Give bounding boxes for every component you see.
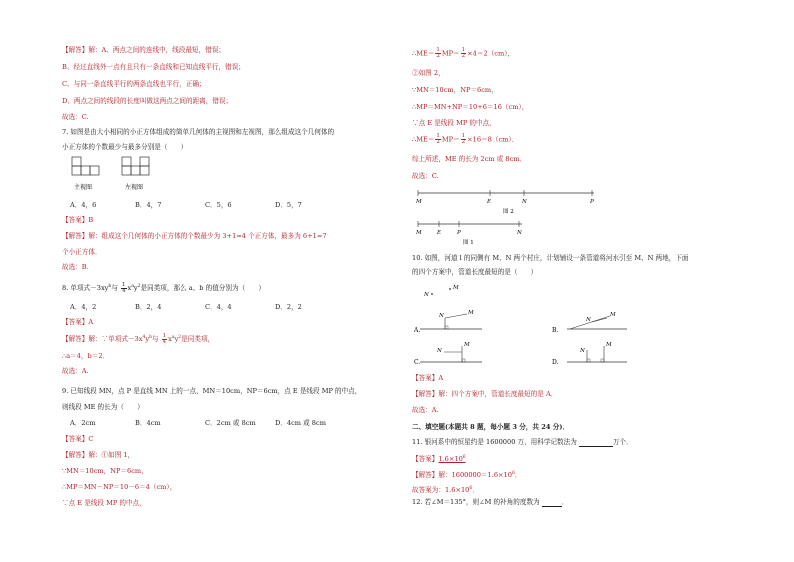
fraction: $\frac{1}{2}$ — [461, 133, 466, 145]
fig2-point-n: N — [522, 199, 527, 205]
q7-conclusion: 故选：B. — [62, 263, 89, 271]
fig2-point-m: M — [416, 199, 422, 205]
q9-option-c: C．2cm 或 8cm — [205, 419, 256, 427]
q10-option-b-label: B. — [552, 327, 559, 334]
q9-solution-line3: ∴MP＝MN－NP＝10－6＝4（cm）， — [62, 483, 177, 491]
fig1-point-p: P — [457, 230, 461, 236]
fig2-point-e: E — [487, 199, 492, 205]
q9-stem-line1: 9. 已知线段 MN，点 P 是直线 MN 上的一点，MN＝10cm，NP＝6cm，点 E 是线段 MP 的中点， — [62, 387, 362, 395]
setup-point-m: M — [453, 285, 459, 291]
fraction: $\frac{1}{2}$ — [436, 133, 440, 145]
svg-text:M: M — [610, 312, 616, 318]
q12-stem: 12. 若∠M＝135°，则∠M 的补角的度数为 ． — [412, 498, 569, 506]
q9-cont-line2: ②如图 2， — [412, 69, 445, 77]
q9-cont-line1: ∴ME＝ $\frac{1}{2}$ MP＝ $\frac{1}{2}$ ×4＝2（cm）， — [412, 47, 515, 59]
q7-option-d: D．5，7 — [275, 201, 302, 209]
q8-solution: 【解答】解：∵单项式$-3x^4y^b$与 $\frac{1}{4}$ $x^ay^2$是同类项， — [62, 332, 215, 345]
q10-option-a-label: A. — [414, 327, 421, 334]
q11-conclusion: 故答案为：$1.6\times 10^6$． — [412, 486, 479, 495]
q9-stem-line2: 则线段 ME 的长为（ ） — [62, 403, 144, 411]
front-view-label: 主视图 — [74, 184, 93, 191]
q9-cont-line3: ∵MN＝10cm，NP＝6cm， — [412, 86, 498, 94]
fig1-point-n: N — [517, 230, 522, 236]
q11-blank — [579, 439, 613, 447]
q9-solution-line2: ∵MN＝10cm，NP＝6cm， — [62, 467, 148, 475]
q11-answer: 【答案】$1.6\times 10^6$ — [412, 455, 466, 464]
front-view-icon — [72, 157, 99, 175]
q9-answer: 【答案】C — [62, 435, 94, 443]
setup-point-n: N — [424, 292, 429, 298]
q11-stem: 11. 银河系中的恒星约是 1600000 万，用科学记数法为 万个． — [412, 438, 633, 446]
q6-solution-line-b: B、经过直线外一点有且只有一条直线和已知直线平行，错误； — [62, 63, 245, 71]
q10-option-d-label: D. — [552, 359, 559, 366]
q7-stem-line2: 小正方体的个数最少与最多分别是（ ） — [62, 143, 188, 151]
q9-cont-line5: ∵点 E 是线段 MP 的中点， — [412, 119, 496, 127]
q7-solution-line2: 个小正方体． — [62, 248, 102, 256]
q7-option-c: C．5，6 — [205, 201, 232, 209]
fraction: $\frac{1}{2}$ — [436, 47, 440, 59]
svg-text:N: N — [439, 313, 444, 319]
q9-cont-line4: ∴MP＝MN+NP＝10+6＝16（cm）， — [412, 103, 529, 111]
q9-solution-line1: 【解答】解：①如图 1， — [62, 451, 135, 459]
q10-option-b-figure — [552, 312, 627, 334]
q6-solution-line-c: C、与同一条直线平行的两条直线也平行，正确； — [62, 80, 206, 88]
q10-solution: 【解答】解：四个方案中，管道长度最短的是 A． — [412, 390, 558, 398]
q8-option-c: C．4，4 — [205, 303, 232, 311]
q6-conclusion: 故选：C. — [62, 113, 89, 121]
fraction: $\frac{1}{4}$ — [162, 332, 167, 345]
figure-1 — [415, 221, 522, 246]
q11-solution: 【解答】解：$1600000=1.6\times 10^6$． — [412, 471, 522, 480]
q9-solution-line4: ∵点 E 是线段 MP 的中点， — [62, 499, 146, 507]
q9-cont-line8: 故选：C. — [412, 172, 439, 180]
fig2-point-p: P — [590, 199, 594, 205]
svg-text:M: M — [464, 342, 470, 348]
q8-answer: 【答案】A — [62, 318, 94, 326]
q10-option-d-figure — [552, 342, 627, 366]
q10-stem-line2: 的四个方案中，管道长度最短的是（ ） — [412, 268, 538, 276]
q7-stem-line1: 7. 如图是由大小相同的小正方体组成的简单几何体的主视图和左视图，那么组成这个几何体的 — [62, 128, 335, 136]
svg-text:M: M — [468, 310, 474, 316]
q6-solution-line-d: D、两点之间的线段的长度叫做这两点之间的距离，错误； — [62, 97, 233, 105]
q8-option-a: A．4，2 — [70, 303, 97, 311]
q6-solution-line-a: 【解答】解：A、两点之间的连线中，线段最短，错误； — [62, 46, 226, 54]
q10-conclusion: 故选：A. — [412, 406, 439, 414]
fig1-label: 图 1 — [463, 240, 474, 246]
left-view-icon — [122, 157, 149, 175]
svg-text:N: N — [586, 317, 591, 323]
q10-option-c-figure — [414, 342, 482, 366]
q7-solution-line1: 【解答】解：组成这个几何体的小正方体的个数最少为 3+1=4 个正方体，最多为 6+1=7 — [62, 232, 327, 240]
q9-option-a: A．2cm — [70, 419, 96, 427]
fig1-point-e: E — [437, 230, 442, 236]
fig1-point-m: M — [416, 230, 422, 236]
svg-text:N: N — [580, 348, 585, 354]
q7-views-figure — [70, 155, 180, 193]
left-view-label: 左视图 — [125, 184, 144, 191]
q10-options-figure — [412, 280, 662, 372]
q10-answer: 【答案】A — [412, 374, 444, 382]
q10-option-c-label: C. — [414, 359, 421, 366]
section-title-fill-in: 二、填空题(本题共 8 题，每小题 3 分，共 24 分)． — [412, 423, 570, 431]
q8-result: ∴a＝4，b＝2． — [62, 352, 110, 360]
fig2-label: 图 2 — [503, 209, 514, 215]
q7-option-b: B．4，7 — [135, 201, 162, 209]
q10-stem-line1: 10. 如图，河道 l 的同侧有 M、N 两个村庄，计划铺设一条管道将河水引至 M、N 两地，下面 — [412, 254, 689, 262]
fraction: $\frac{1}{4}$ — [122, 281, 126, 294]
q8-option-d: D．2，2 — [275, 303, 302, 311]
q10-option-a-figure — [413, 310, 482, 334]
segment-figures — [412, 186, 602, 250]
q9-cont-line7: 综上所述，ME 的长为 2cm 或 8cm． — [412, 155, 527, 163]
q10-setup — [423, 285, 459, 298]
fraction: $\frac{1}{2}$ — [461, 47, 466, 59]
figure-2 — [415, 190, 594, 215]
q12-blank — [542, 499, 562, 507]
q7-answer: 【答案】B — [62, 216, 94, 224]
svg-text:M: M — [606, 342, 612, 348]
q9-cont-line6: ∴ME＝ $\frac{1}{2}$ MP＝ $\frac{1}{2}$ ×16＝8（cm）． — [412, 133, 519, 145]
q7-option-a: A．4，6 — [70, 201, 97, 209]
q9-option-d: D．4cm 或 8cm — [275, 419, 326, 427]
q8-conclusion: 故选：A. — [62, 367, 89, 375]
q8-stem: 8. 单项式$-3xy^b$与 $\frac{1}{4}$ $x^ay^2$是同类项，那么 a、b 的值分别为（ ） — [62, 281, 265, 294]
q9-option-b: B．4cm — [135, 419, 161, 427]
q8-option-b: B．2，4 — [135, 303, 162, 311]
svg-text:N: N — [437, 348, 442, 354]
